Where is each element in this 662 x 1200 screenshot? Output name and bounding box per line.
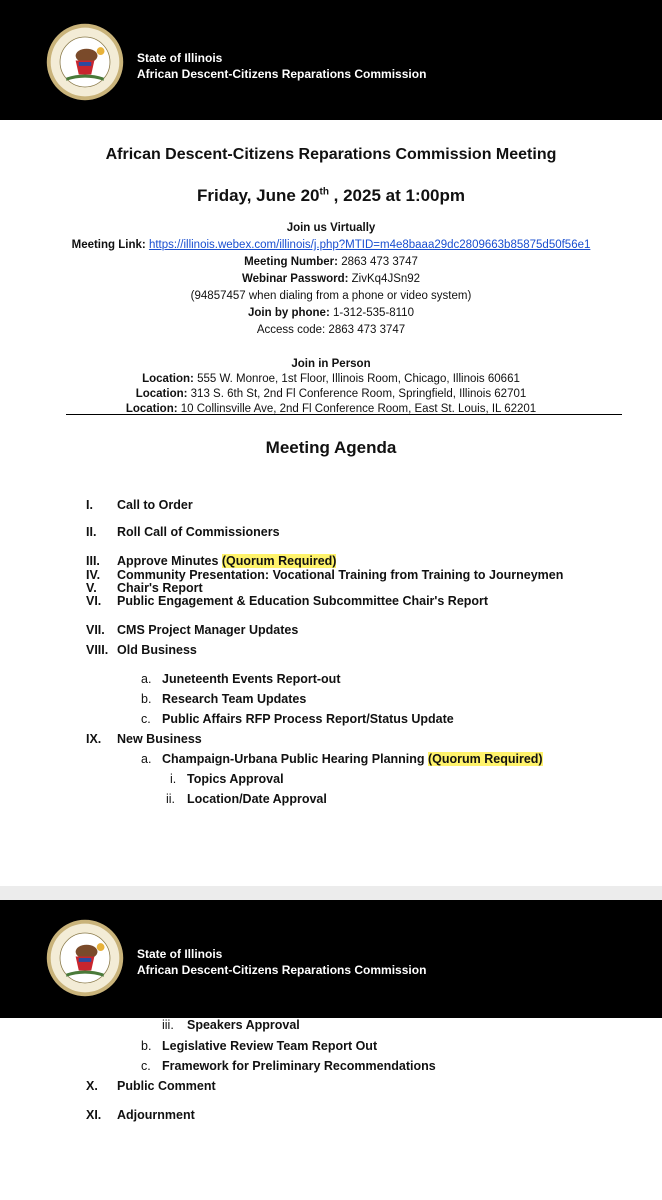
location-springfield: 313 S. 6th St, 2nd Fl Conference Room, Springfield, Illinois 62701 (190, 388, 527, 400)
state-seal-icon (46, 919, 124, 997)
agenda-item-text: Community Presentation: Vocational Training from Training to Journeymen (117, 568, 564, 582)
subsubitem-number: ii. (166, 792, 176, 806)
org-line-1: State of Illinois (137, 51, 223, 65)
subitem-text: Public Affairs RFP Process Report/Status Update (162, 712, 454, 726)
date-rest: , 2025 at 1:00pm (328, 186, 466, 205)
virtual-section (0, 220, 662, 339)
subsubitem-number: i. (170, 772, 177, 786)
subitem-text: Framework for Preliminary Recommendations (162, 1059, 436, 1073)
agenda-item-number: IV. (86, 568, 101, 582)
agenda-item-text: Roll Call of Commissioners (117, 525, 280, 539)
agenda-item-number: VI. (86, 594, 102, 608)
org-line-2: African Descent-Citizens Reparations Commission (137, 963, 427, 977)
quorum-highlight: (Quorum Required) (221, 554, 337, 568)
meeting-title: African Descent-Citizens Reparations Commission Meeting (105, 146, 557, 163)
access-code: Access code: 2863 473 3747 (256, 324, 406, 336)
location-east-st-louis: 10 Collinsville Ave, 2nd Fl Conference Room, East St. Louis, IL 62201 (180, 403, 537, 415)
in-person-heading: Join in Person (291, 358, 371, 370)
password-value: ZivKq4JSn92 (351, 273, 421, 285)
meeting-number-label: Meeting Number: (244, 256, 338, 268)
subitem-text: Research Team Updates (162, 692, 307, 706)
location-row (0, 387, 662, 402)
virtual-heading: Join us Virtually (286, 222, 376, 234)
organization-name (137, 50, 426, 82)
agenda-item-number: IX. (86, 732, 102, 746)
agenda-item-text: Approve Minutes (117, 554, 222, 568)
date-main: Friday, June 20 (196, 186, 320, 205)
phone-value: 1-312-535-8110 (332, 307, 414, 319)
agenda-item-number: X. (86, 1079, 98, 1093)
location-label: Location: (135, 388, 188, 400)
meeting-link[interactable]: https://illinois.webex.com/illinois/j.php?MTID=m4e8baaa29dc2809663b85875d50f56e1 (148, 239, 591, 251)
subsubitem-text: Location/Date Approval (187, 792, 327, 806)
subitem-letter: a. (141, 672, 152, 686)
document-page-2 (0, 900, 662, 1200)
password-label: Webinar Password: (241, 273, 349, 285)
agenda-title: Meeting Agenda (265, 438, 397, 457)
org-line-2: African Descent-Citizens Reparations Commission (137, 67, 427, 81)
agenda-item-text: Call to Order (117, 498, 193, 512)
location-label: Location: (125, 403, 178, 415)
phone-row (0, 305, 662, 322)
date-superscript: th (319, 186, 329, 198)
agenda-item-text: Chair's Report (117, 581, 203, 595)
agenda-item-text: Old Business (117, 643, 197, 657)
agenda-item-text: New Business (117, 732, 202, 746)
agenda-item-number: II. (86, 525, 97, 539)
agenda-item-number: XI. (86, 1108, 102, 1122)
location-label: Location: (142, 373, 194, 385)
dial-note: (94857457 when dialing from a phone or video system) (190, 290, 472, 302)
state-seal-icon (46, 23, 124, 101)
agenda-item-text: Public Engagement & Education Subcommittee Chair's Report (117, 594, 489, 608)
org-line-1: State of Illinois (137, 947, 223, 961)
meeting-date (0, 186, 662, 206)
agenda-item-number: I. (86, 498, 93, 512)
agenda-item-number: V. (86, 581, 97, 595)
in-person-section (0, 357, 662, 417)
agenda-item-number: III. (86, 554, 100, 568)
organization-name (137, 946, 426, 978)
location-chicago: 555 W. Monroe, 1st Floor, Illinois Room, Chicago, Illinois 60661 (197, 373, 520, 385)
phone-label: Join by phone: (248, 307, 330, 319)
meeting-number-value: 2863 473 3747 (341, 256, 418, 268)
divider (66, 414, 622, 415)
subsubitem-text: Speakers Approval (187, 1018, 300, 1032)
location-row (0, 372, 662, 387)
meeting-number-row (0, 254, 662, 271)
subsubitem-number: iii. (162, 1018, 174, 1032)
password-row (0, 271, 662, 288)
header-banner (0, 900, 662, 1018)
meeting-link-row (0, 237, 662, 254)
subitem-letter: b. (141, 1039, 152, 1053)
subitem-letter: c. (141, 1059, 151, 1073)
agenda-item-text: Public Comment (117, 1079, 216, 1093)
agenda-item-number: VII. (86, 623, 105, 637)
subitem-letter: c. (141, 712, 151, 726)
agenda-item-text: CMS Project Manager Updates (117, 623, 299, 637)
subitem-text: Legislative Review Team Report Out (162, 1039, 378, 1053)
header-banner (0, 0, 662, 120)
subitem-letter: b. (141, 692, 152, 706)
agenda-item-text: Adjournment (117, 1108, 195, 1122)
subitem-text: Juneteenth Events Report-out (162, 672, 341, 686)
quorum-highlight: (Quorum Required) (428, 752, 543, 766)
meeting-link-label: Meeting Link: (71, 239, 146, 251)
subitem-letter: a. (141, 752, 152, 766)
agenda-item-number: VIII. (86, 643, 109, 657)
subsubitem-text: Topics Approval (187, 772, 284, 786)
subitem-text: Champaign-Urbana Public Hearing Planning (162, 752, 429, 766)
